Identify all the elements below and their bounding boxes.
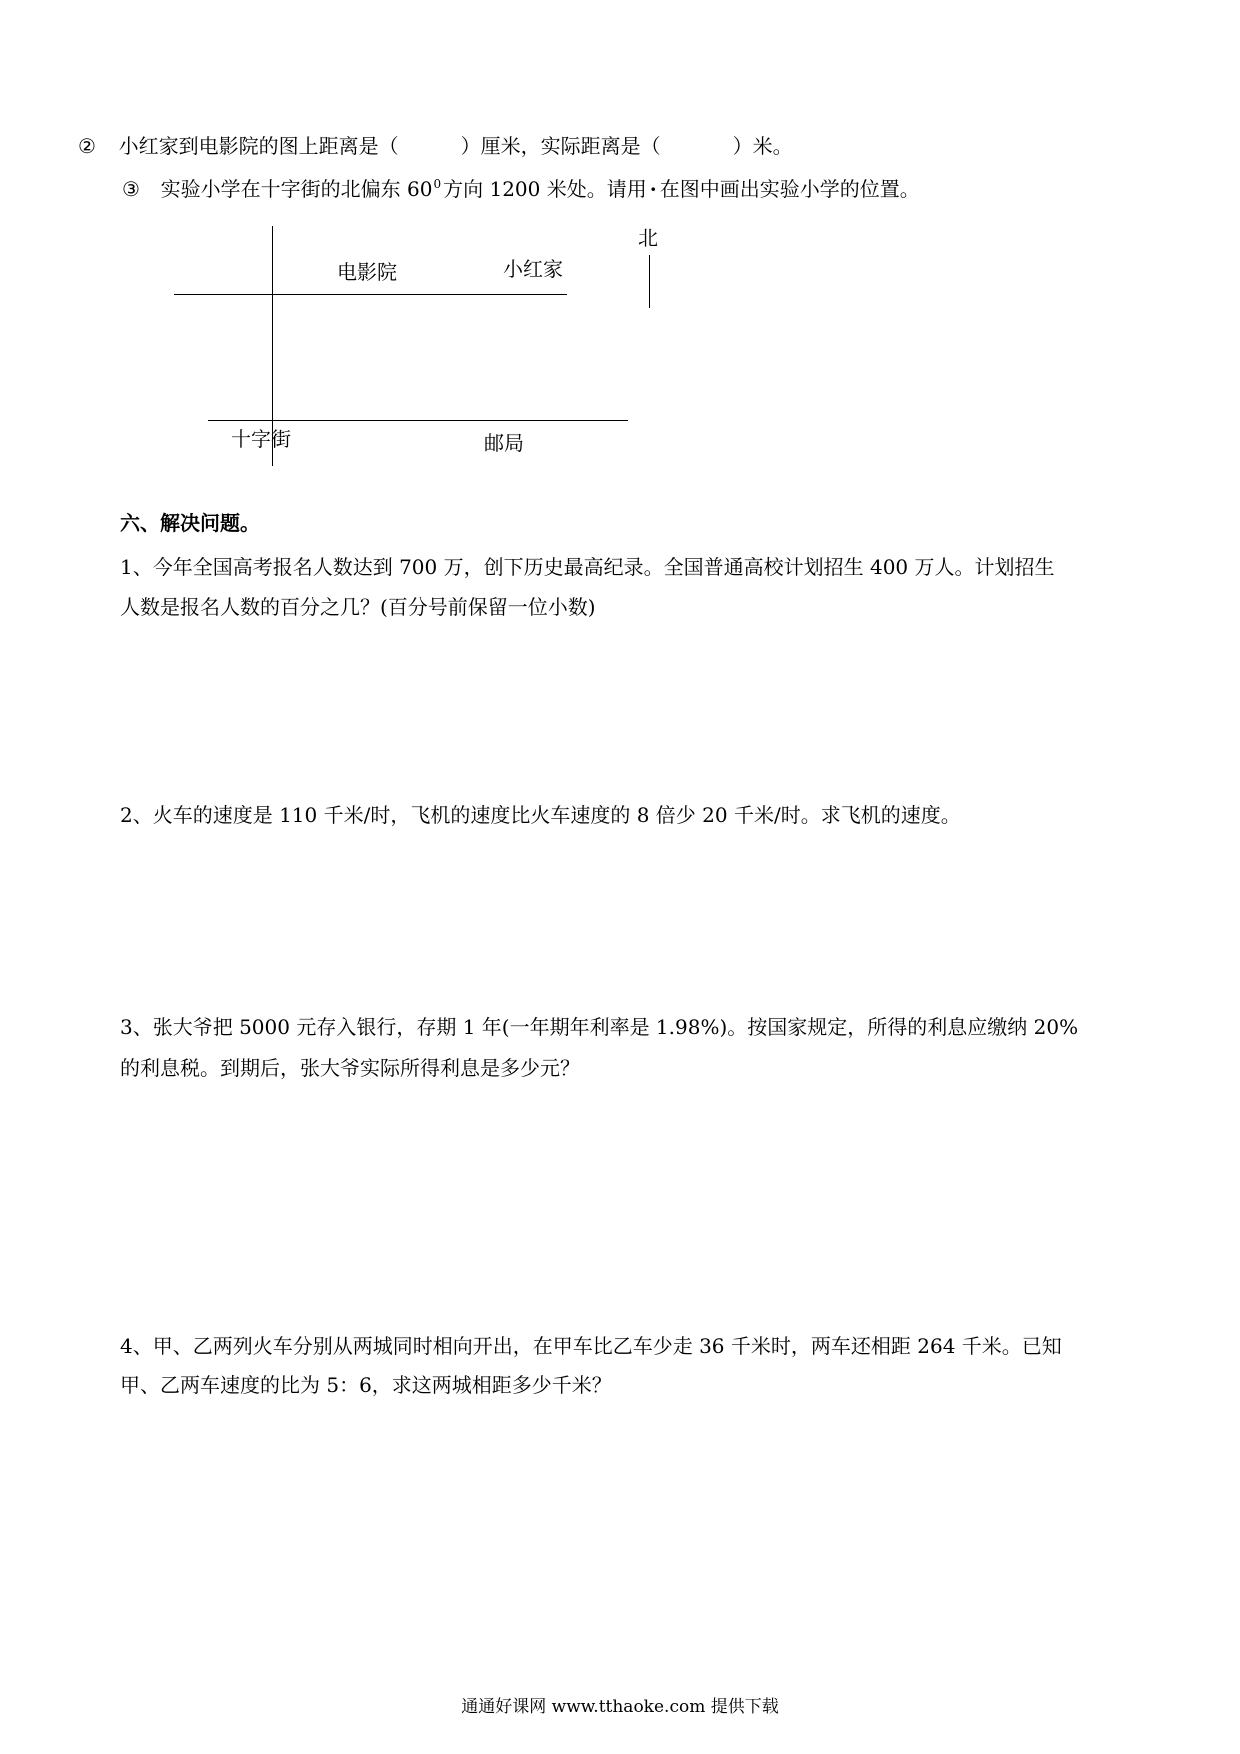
problem-2-line-1: 2、火车的速度是 110 千米/时，飞机的速度比火车速度的 8 倍少 20 千米/时。求飞机的速度。	[120, 803, 961, 827]
page-footer: 通通好课网 www.tthaoke.com 提供下载	[461, 1697, 779, 1717]
question-2-text-b: ）厘米，实际距离是（	[460, 134, 661, 158]
question-3-text-c: 在图中画出实验小学的位置。	[659, 177, 920, 201]
problem-1-line-2: 人数是报名人数的百分之几？(百分号前保留一位小数)	[120, 595, 596, 619]
xiaohong-home-label: 小红家	[503, 257, 563, 281]
section-6-heading: 六、解决问题。	[120, 511, 260, 535]
problem-1-line-1: 1、今年全国高考报名人数达到 700 万，创下历史最高纪录。全国普通高校计划招生 400 万人。计划招生	[120, 555, 1055, 579]
problem-3-line-1: 3、张大爷把 5000 元存入银行，存期 1 年(一年期年利率是 1.98%)。按国家规定，所得的利息应缴纳 20%	[120, 1015, 1079, 1039]
lower-street	[208, 420, 628, 421]
question-2-text-a: 小红家到电影院的图上距离是（	[118, 134, 399, 158]
problem-4-line-1: 4、甲、乙两列火车分别从两城同时相向开出，在甲车比乙车少走 36 千米时，两车还相距 264 千米。已知	[120, 1334, 1062, 1358]
question-2-line	[78, 133, 793, 159]
question-3-line	[122, 176, 920, 205]
question-2-marker: ②	[78, 134, 96, 158]
cinema-label: 电影院	[337, 260, 397, 284]
dot-symbol: ·	[649, 177, 657, 201]
question-3-marker: ③	[122, 177, 140, 201]
north-arrow-line	[649, 255, 650, 308]
north-label: 北	[638, 226, 658, 250]
question-3-text-a: 实验小学在十字街的北偏东 60	[160, 177, 433, 201]
degree-superscript: 0	[433, 177, 442, 191]
question-3-text-b: 方向 1200 米处。请用	[443, 177, 647, 201]
upper-street	[174, 294, 567, 295]
post-office-label: 邮局	[484, 431, 524, 455]
problem-3-line-2: 的利息税。到期后，张大爷实际所得利息是多少元？	[120, 1056, 580, 1080]
problem-4-line-2: 甲、乙两车速度的比为 5：6，求这两城相距多少千米？	[120, 1373, 612, 1397]
crossroad-label: 十字街	[231, 427, 291, 451]
question-2-text-c: ）米。	[732, 134, 793, 158]
